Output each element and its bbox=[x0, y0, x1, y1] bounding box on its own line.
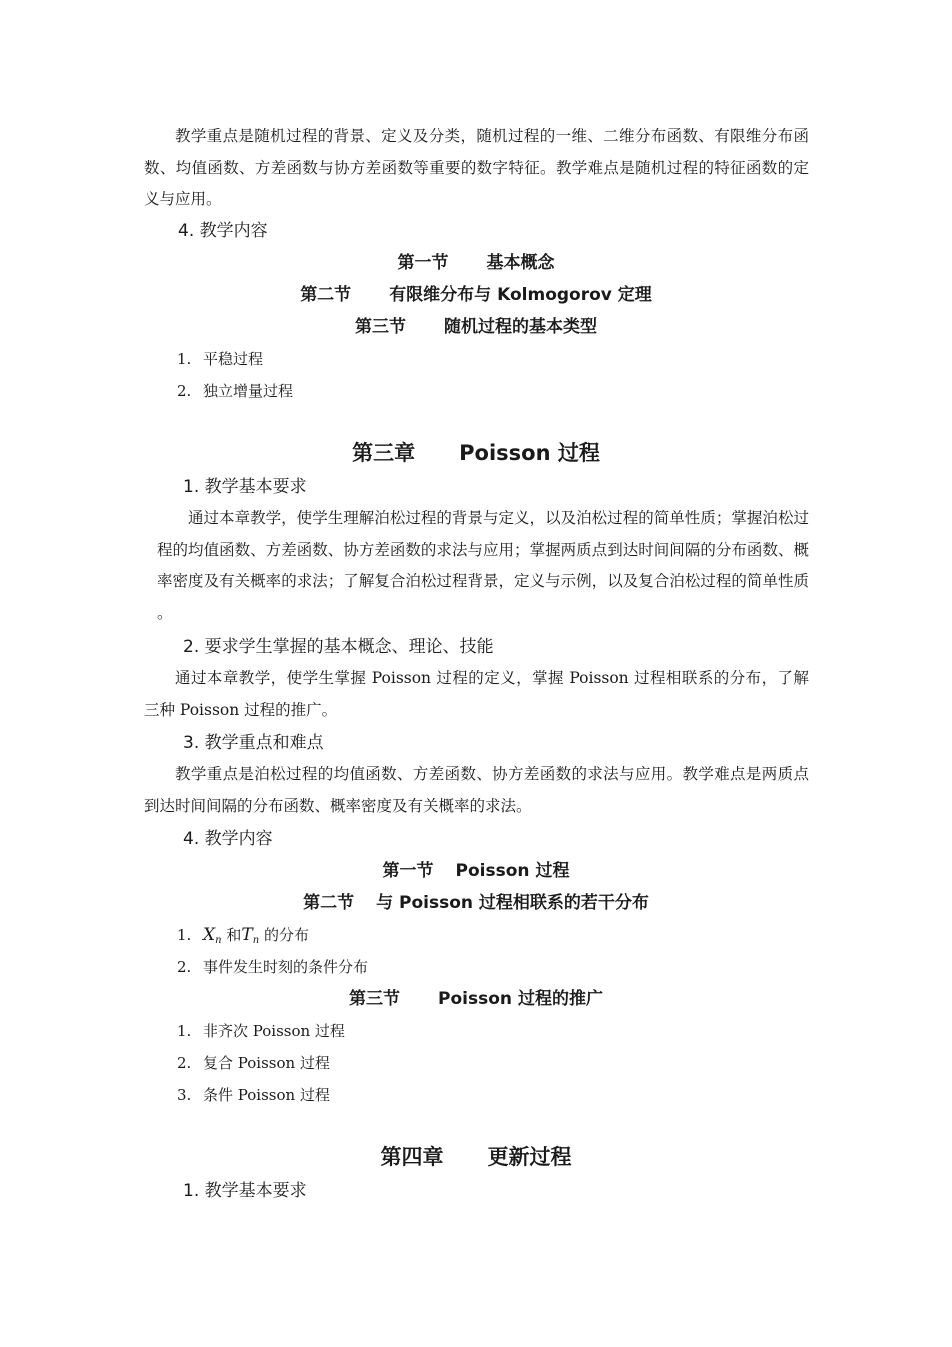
ch3-requirements-heading: 1. 教学基本要求 bbox=[183, 477, 307, 497]
ch3-requirements-paragraph: 通过本章教学，使学生理解泊松过程的背景与定义，以及泊松过程的简单性质；掌握泊松过程的均值函数、方差函数、协方差函数的求法与应用；掌握两质点到达时间间隔的分布函数、概率密度及有关概率的求法；了解复合泊松过程背景，定义与示例，以及复合泊松过程的简单性质 。 bbox=[157, 509, 809, 622]
list-item: 1. $X_n$ 和$T_n$ 的分布 bbox=[177, 925, 309, 946]
section-number: 第三节 bbox=[355, 317, 406, 337]
chapter-number: 第三章 bbox=[352, 441, 416, 465]
chapter-3-title bbox=[0, 439, 952, 467]
section-title: 基本概念 bbox=[486, 253, 555, 273]
chapter-name: Poisson 过程 bbox=[459, 441, 600, 465]
section-title: Poisson 过程的推广 bbox=[438, 989, 603, 1009]
section-number: 第一节 bbox=[397, 253, 449, 273]
section-title: Poisson 过程 bbox=[455, 861, 570, 881]
list-item: 3. 条件 Poisson 过程 bbox=[177, 1086, 330, 1104]
ch2-section-2-heading bbox=[0, 284, 952, 306]
ch4-requirements-heading: 1. 教学基本要求 bbox=[183, 1181, 307, 1201]
section-number: 第三节 bbox=[349, 989, 401, 1009]
section-number: 第一节 bbox=[382, 861, 434, 881]
section-title: 随机过程的基本类型 bbox=[444, 317, 597, 337]
list-item: 2. 事件发生时刻的条件分布 bbox=[177, 958, 369, 976]
ch2-content-heading: 4. 教学内容 bbox=[178, 221, 268, 241]
list-item: 2. 独立增量过程 bbox=[177, 382, 294, 400]
math-var-t: T bbox=[241, 925, 253, 945]
ch3-section-2-heading bbox=[0, 892, 952, 914]
section-title: 有限维分布与 Kolmogorov 定理 bbox=[389, 285, 652, 305]
chapter-number: 第四章 bbox=[380, 1145, 444, 1169]
ch3-section-3-heading bbox=[0, 988, 952, 1010]
list-item: 1. 非齐次 Poisson 过程 bbox=[177, 1022, 345, 1040]
ch3-section-1-heading bbox=[0, 860, 952, 882]
ch3-mastery-heading: 2. 要求学生掌握的基本概念、理论、技能 bbox=[183, 637, 494, 657]
ch3-content-heading: 4. 教学内容 bbox=[183, 829, 273, 849]
ch3-mastery-paragraph: 通过本章教学，使学生掌握 Poisson 过程的定义，掌握 Poisson 过程相联系的分布，了解三种 Poisson 过程的推广。 bbox=[144, 669, 809, 719]
section-title: 与 Poisson 过程相联系的若干分布 bbox=[376, 893, 649, 913]
math-var-x: X bbox=[203, 925, 216, 945]
list-item: 1. 平稳过程 bbox=[177, 350, 264, 368]
chapter-4-title bbox=[0, 1143, 952, 1171]
ch2-key-points-paragraph: 教学重点是随机过程的背景、定义及分类，随机过程的一维、二维分布函数、有限维分布函数、均值函数、方差函数与协方差函数等重要的数字特征。教学难点是随机过程的特征函数的定义与应用。 bbox=[144, 127, 809, 208]
ch3-key-points-heading: 3. 教学重点和难点 bbox=[183, 733, 324, 753]
section-number: 第二节 bbox=[300, 285, 352, 305]
list-item: 2. 复合 Poisson 过程 bbox=[177, 1054, 330, 1072]
ch2-section-3-heading bbox=[0, 316, 952, 338]
chapter-name: 更新过程 bbox=[487, 1145, 572, 1169]
ch2-section-1-heading bbox=[0, 252, 952, 274]
ch3-key-points-paragraph: 教学重点是泊松过程的均值函数、方差函数、协方差函数的求法与应用。教学难点是两质点到达时间间隔的分布函数、概率密度及有关概率的求法。 bbox=[144, 765, 809, 815]
section-number: 第二节 bbox=[303, 893, 355, 913]
